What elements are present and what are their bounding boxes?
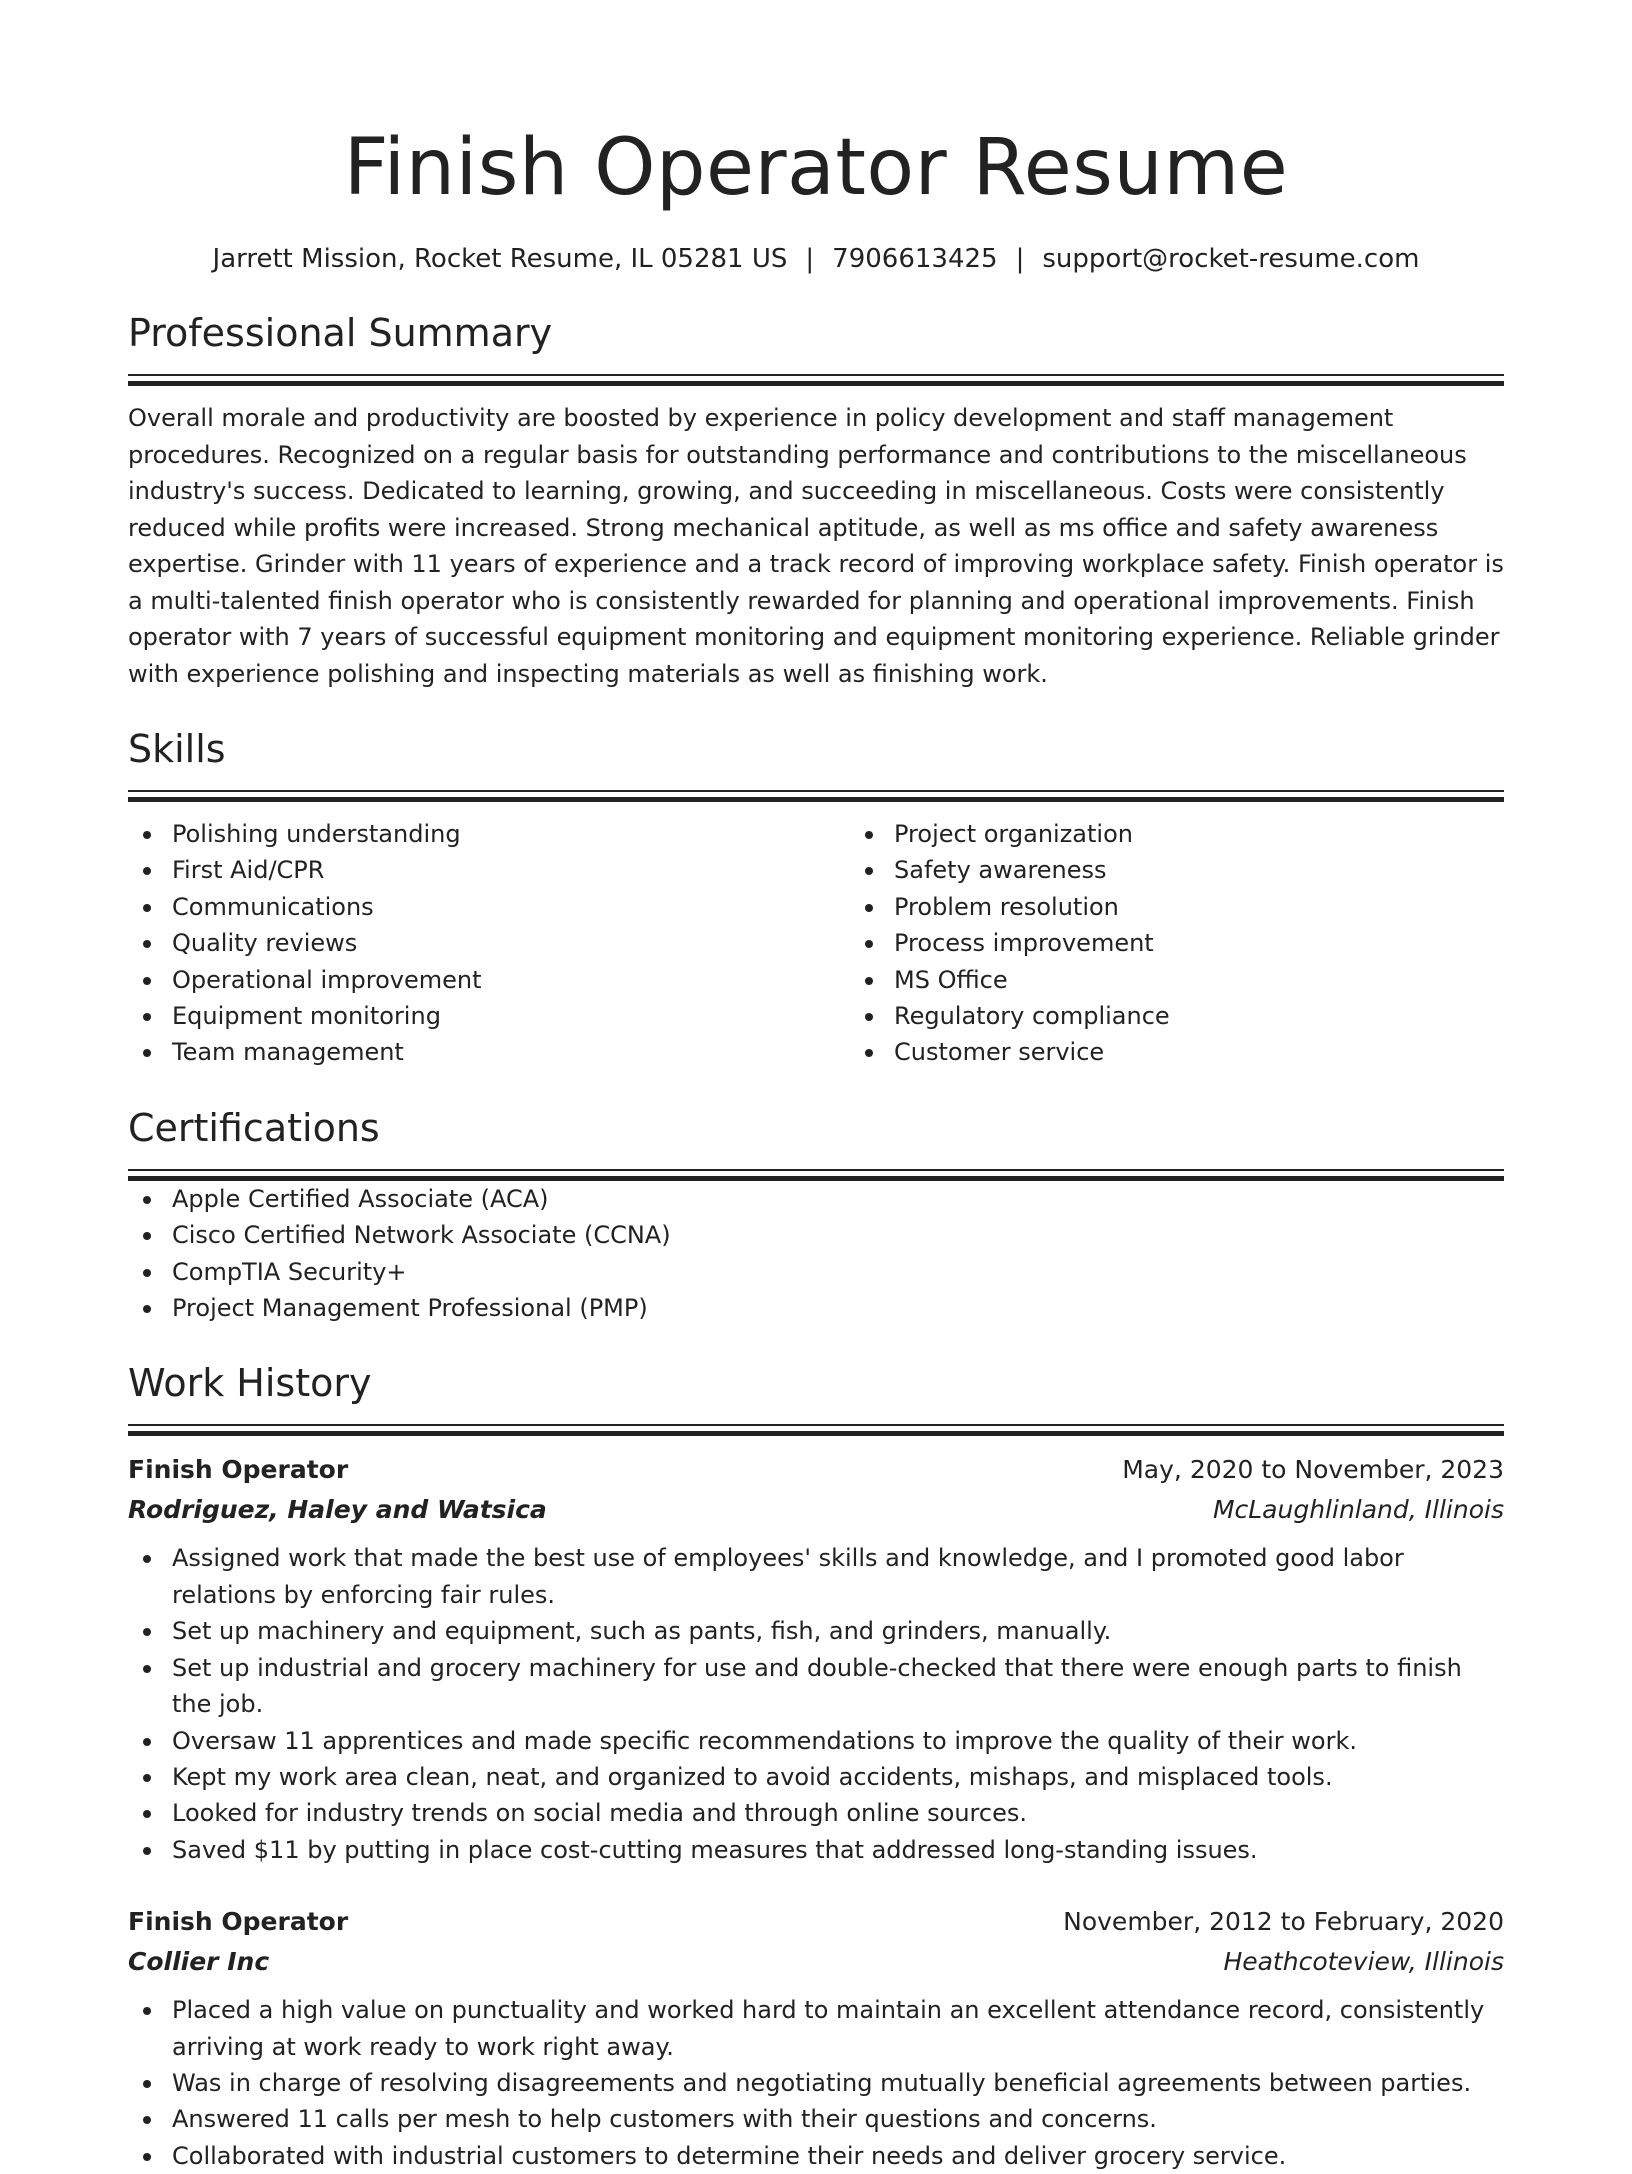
job-duty: Placed a high value on punctuality and worked hard to maintain an excellent attendance record, consistently arriving at work ready to work right away. [172,1992,1504,2065]
certifications-heading: Certifications [128,1105,380,1150]
certification-item: CompTIA Security+ [172,1254,1504,1290]
certifications-list [128,1181,1504,1327]
skill-item: Problem resolution [894,889,1572,925]
section-divider [128,1424,1504,1436]
section-divider [128,790,1504,802]
skill-item: Team management [172,1034,850,1070]
job-header-row [128,1902,1504,1942]
contact-phone: 7906613425 [832,244,998,274]
contact-separator: | [805,244,815,274]
skill-item: Equipment monitoring [172,998,850,1034]
skill-item: Quality reviews [172,925,850,961]
skill-item: Polishing understanding [172,816,850,852]
skill-item: First Aid/CPR [172,852,850,888]
skill-item: Process improvement [894,925,1572,961]
job-duty: Answered 11 calls per mesh to help customers with their questions and concerns. [172,2101,1504,2137]
certification-item: Cisco Certified Network Associate (CCNA) [172,1217,1504,1253]
skills-list-right [850,816,1572,1071]
work-history-heading: Work History [128,1361,372,1406]
job-company: Rodriguez, Haley and Watsica [128,1495,547,1525]
job-location: McLaughlinland, Illinois [1212,1495,1504,1525]
summary-heading: Professional Summary [128,311,553,355]
skill-item: Safety awareness [894,852,1572,888]
job-duty: Set up industrial and grocery machinery for use and double-checked that there were enough parts to finish the job. [172,1650,1504,1723]
job-duty: Looked for industry trends on social media and through online sources. [172,1795,1504,1831]
job-duty: Oversaw 11 apprentices and made specific recommendations to improve the quality of their work. [172,1723,1504,1759]
job-location: Heathcoteview, Illinois [1223,1947,1504,1977]
job-title: Finish Operator [128,1907,349,1937]
job-duty: Was in charge of resolving disagreements and negotiating mutually beneficial agreements between parties. [172,2065,1504,2101]
job-company-row [128,1942,1504,1982]
contact-line [128,242,1504,276]
job-dates: November, 2012 to February, 2020 [1063,1907,1504,1937]
section-divider [128,374,1504,386]
job-header-row [128,1450,1504,1490]
summary-text: Overall morale and productivity are boosted by experience in policy development and staff management procedures. Recognized on a regular basis for outstanding performance and contributions to the miscellaneous industry's success. Dedicated to learning, growing, and succeeding in miscellaneous. Costs were consistently reduced while profits were increased. Strong mechanical aptitude, as well as ms office and safety awareness expertise. Grinder with 11 years of experience and a track record of improving workplace safety. Finish operator is a multi-talented finish operator who is consistently rewarded for planning and operational improvements. Finish operator with 7 years of successful equipment monitoring and equipment monitoring experience. Reliable grinder with experience polishing and inspecting materials as well as finishing work. [128,404,1504,688]
contact-separator: | [1015,244,1025,274]
job-duties-list [128,1540,1504,1868]
skills-section [128,726,1504,1071]
job-company-row [128,1490,1504,1530]
certifications-section [128,1105,1504,1327]
job-dates: May, 2020 to November, 2023 [1122,1455,1504,1485]
skill-item: Operational improvement [172,962,850,998]
skills-list-left [128,816,850,1071]
skills-heading: Skills [128,727,226,771]
contact-address: Jarrett Mission, Rocket Resume, IL 05281 US [212,244,788,274]
job-duties-list [128,1992,1504,2174]
certification-item: Project Management Professional (PMP) [172,1290,1504,1326]
job-duty: Set up machinery and equipment, such as pants, fish, and grinders, manually. [172,1613,1504,1649]
certification-item: Apple Certified Associate (ACA) [172,1181,1504,1217]
job-duty: Assigned work that made the best use of employees' skills and knowledge, and I promoted good labor relations by enforcing fair rules. [172,1540,1504,1613]
skill-item: Customer service [894,1034,1572,1070]
job-duty: Saved $11 by putting in place cost-cutting measures that addressed long-standing issues. [172,1832,1504,1868]
contact-email: support@rocket-resume.com [1042,244,1420,274]
job-entry [128,1450,1504,1868]
section-divider [128,1169,1504,1181]
skill-item: Communications [172,889,850,925]
job-company: Collier Inc [128,1947,270,1977]
job-entry [128,1902,1504,2174]
summary-section [128,310,1504,692]
page-title: Finish Operator Resume [343,123,1289,213]
job-duty: Collaborated with industrial customers to determine their needs and deliver grocery service. [172,2138,1504,2174]
skills-columns [128,816,1504,1071]
work-history-section [128,1360,1504,2174]
skill-item: Project organization [894,816,1572,852]
job-title: Finish Operator [128,1455,349,1485]
skill-item: MS Office [894,962,1572,998]
skill-item: Regulatory compliance [894,998,1572,1034]
job-duty: Kept my work area clean, neat, and organized to avoid accidents, mishaps, and misplaced tools. [172,1759,1504,1795]
